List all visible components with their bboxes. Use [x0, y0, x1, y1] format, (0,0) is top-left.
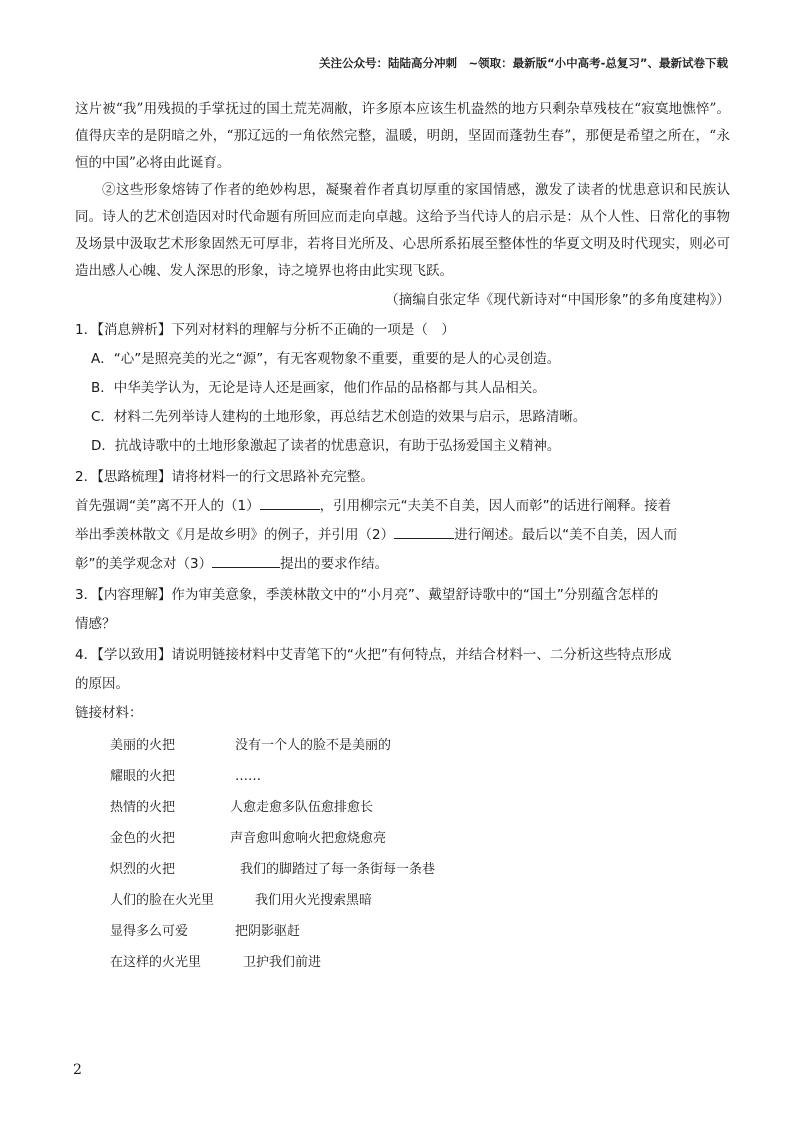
- link-material-label: 链接材料：: [75, 705, 143, 721]
- poem-line-left: 人们的脸在火光里: [110, 893, 215, 908]
- question-2-line-1: [75, 492, 730, 521]
- poem-line-right: 卫护我们前进: [243, 955, 322, 970]
- question-4-line-2: 的原因。: [75, 676, 129, 692]
- poem-row: [75, 792, 730, 823]
- poem-row: [75, 730, 730, 761]
- page-header: 关注公众号：陆陆高分冲刺 ~领取：最新版“小中高考-总复习”、最新试卷下载: [318, 56, 728, 70]
- poem-line-right: 我们用火光搜索黑暗: [255, 893, 373, 908]
- question-2-text: ，引用柳宗元“夫美不自美，因人而彰”的话进行阐释。接着: [319, 498, 672, 514]
- question-1-option-d: D．抗战诗歌中的土地形象激起了读者的忧患意识，有助于弘扬爱国主义精神。: [91, 438, 561, 454]
- question-2-line-3: [75, 550, 730, 579]
- question-2-stem: 2．【思路梳理】请将材料一的行文思路补充完整。: [75, 469, 374, 485]
- question-2-line-2: [75, 521, 730, 550]
- passage-source: （摘编自张定华《现代新诗对“中国形象”的多角度建构》）: [385, 292, 730, 308]
- question-3-line-2: 情感？: [75, 616, 116, 632]
- poem-line-right: 没有一个人的脸不是美丽的: [235, 738, 392, 753]
- poem-row: [75, 823, 730, 854]
- question-1-option-c: C．材料二先列举诗人建构的土地形象，再总结艺术创造的效果与启示，思路清晰。: [91, 409, 587, 425]
- question-2-text: 彰”的美学观念对（3）: [75, 556, 213, 572]
- question-2: [75, 463, 730, 579]
- answer-blank-3[interactable]: [212, 553, 280, 568]
- poem-row: [75, 761, 730, 792]
- poem-line-left: 炽烈的火把: [110, 862, 176, 877]
- page-number: 2: [73, 1062, 82, 1078]
- link-material-poem: [75, 730, 730, 978]
- document-body: [75, 96, 730, 978]
- question-4-line-1: 4．【学以致用】请说明链接材料中艾青笔下的“火把”有何特点，并结合材料一、二分析这些特点形成: [75, 647, 672, 663]
- poem-line-right: 声音愈叫愈响火把愈烧愈亮: [230, 831, 387, 846]
- question-2-text: 首先强调“美”离不开人的（1）: [75, 498, 260, 514]
- question-4: [75, 641, 730, 728]
- poem-line-left: 耀眼的火把: [110, 769, 176, 784]
- question-3: [75, 581, 730, 639]
- poem-line-right: 我们的脚踏过了每一条街每一条巷: [240, 862, 436, 877]
- poem-line-right: 人愈走愈多队伍愈排愈长: [230, 800, 374, 815]
- poem-line-right: ……: [235, 769, 261, 784]
- question-2-text: 举出季羡林散文《月是故乡明》的例子，并引用（2）: [75, 527, 395, 543]
- poem-line-left: 金色的火把: [110, 831, 176, 846]
- poem-line-left: 美丽的火把: [110, 738, 176, 753]
- poem-row: [75, 854, 730, 885]
- question-1-option-b: B．中华美学认为，无论是诗人还是画家，他们作品的品格都与其人品相关。: [91, 380, 546, 396]
- question-1: [75, 316, 730, 461]
- question-2-text: 提出的要求作结。: [280, 556, 389, 572]
- poem-line-right: 把阴影驱赶: [235, 924, 301, 939]
- poem-line-left: 热情的火把: [110, 800, 176, 815]
- question-1-option-a: A．“心”是照亮美的光之“源”，有无客观物象不重要，重要的是人的心灵创造。: [91, 351, 561, 367]
- question-3-line-1: 3．【内容理解】作为审美意象，季羡林散文中的“小月亮”、戴望舒诗歌中的“国土”分别蕴含怎样的: [75, 587, 659, 603]
- poem-row: [75, 916, 730, 947]
- question-2-text: 进行阐述。最后以“美不自美，因人而: [454, 527, 678, 543]
- answer-blank-1[interactable]: [260, 495, 320, 510]
- answer-blank-2[interactable]: [394, 524, 454, 539]
- poem-line-left: 在这样的火光里: [110, 955, 202, 970]
- passage-paragraph-2: ②这些形象熔铸了作者的绝妙构思，凝聚着作者真切厚重的家国情感，激发了读者的忧患意识和民族认同。诗人的艺术创造因对时代命题有所回应而走向卓越。这给予当代诗人的启示是：从个人性、日常化的事物及场景中汲取艺术形象固然无可厚非，若将目光所及、心思所系拓展至整体性的华夏文明及时代现实，则必可造出感人心魄、发人深思的形象，诗之境界也将由此实现飞跃。: [75, 182, 730, 279]
- poem-line-left: 显得多么可爱: [110, 924, 189, 939]
- poem-row: [75, 947, 730, 978]
- poem-row: [75, 885, 730, 916]
- passage-paragraph-1: 这片被“我”用残损的手掌抚过的国土荒芜凋敝，许多原本应该生机盎然的地方只剩杂草残枝在“寂寞地憔悴”。值得庆幸的是阴暗之外，“那辽远的一角依然完整，温暖，明朗，坚固而蓬勃生春”，那便是希望之所在，“永恒的中国”必将由此诞育。: [75, 101, 730, 171]
- question-1-stem: 1．【消息辨析】下列对材料的理解与分析不正确的一项是（ ）: [75, 322, 455, 338]
